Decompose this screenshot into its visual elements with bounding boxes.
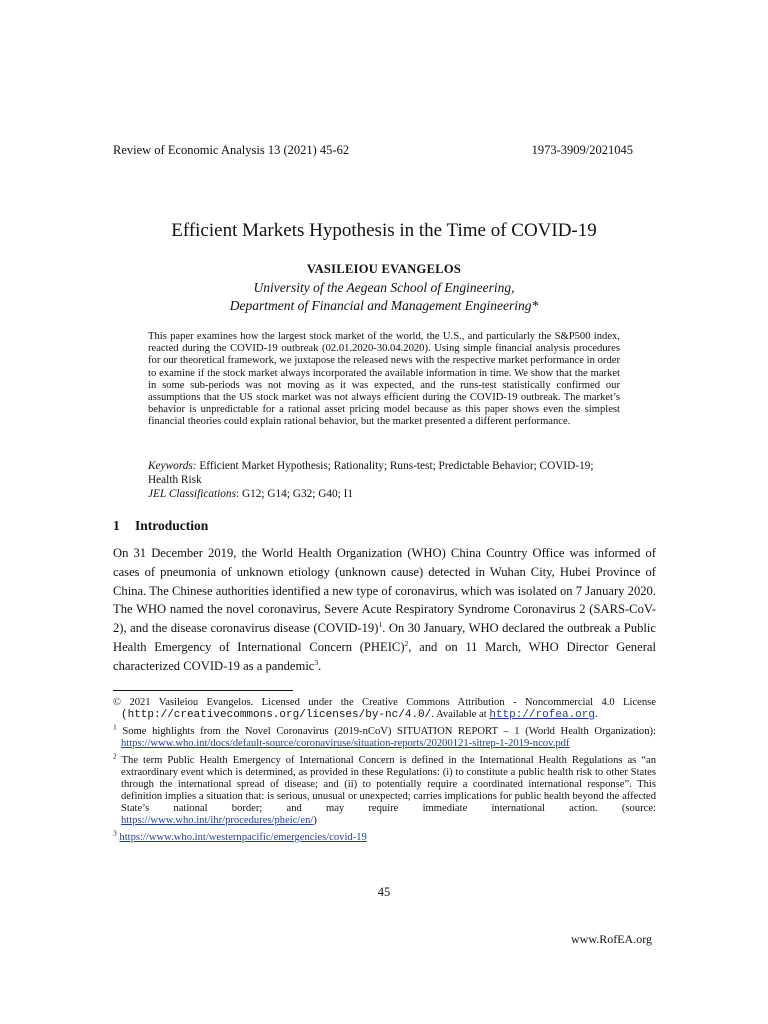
footnote-3 [113, 828, 656, 844]
paper-title: Efficient Markets Hypothesis in the Time of COVID-19 [171, 220, 597, 241]
footnote-3-mark: 3 [113, 828, 117, 838]
copyright-end: . [594, 709, 598, 720]
page-number: 45 [377, 885, 391, 899]
footnote-ref-3[interactable]: 3 [314, 657, 319, 667]
footnote-2 [113, 751, 656, 827]
intro-text-2: . On 30 January, WHO declared the outbreak a Public Health Emergency of International Concern (PHEIC) [113, 621, 656, 654]
rofea-link[interactable]: http://rofea.org [489, 709, 595, 721]
intro-text-1: On 31 December 2019, the World Health Organization (WHO) China Country Office was informed of cases of pneumonia of unknown etiology (unknown cause) detected in Wuhan City, Hubei Province of China. The Chinese authorities identified a new type of coronavirus, which was isolated on 7 January 2020. The WHO named the novel coronavirus, Severe Acute Respiratory Syndrome Coronavirus 2 (SARS-CoV-2), and the disease coronavirus disease (COVID-19) [113, 546, 656, 636]
intro-text-3: , and on 11 March, WHO Director General characterized COVID-19 as a pandemic [113, 639, 656, 673]
jel-label: JEL Classifications [148, 488, 236, 500]
footnote-ref-1[interactable]: 1 [378, 620, 383, 629]
jel-classifications [148, 488, 620, 502]
footnote-2-mark: 2 [113, 751, 117, 761]
footnote-1-link[interactable]: https://www.who.int/docs/default-source/coronaviruse/situation-reports/20200121-sitrep-1-2019-ncov.pdf [121, 738, 570, 749]
intro-paragraph [113, 544, 656, 676]
footnote-2-link[interactable]: https://www.who.int/ihr/procedures/pheic/en/ [121, 815, 314, 826]
copyright-mid: . Available at [431, 709, 490, 720]
keywords-text: Efficient Market Hypothesis; Rationality; Runs-test; Predictable Behavior; COVID-19; Health Risk [148, 460, 594, 486]
abstract: This paper examines how the largest stock market of the world, the U.S., and particularly the S&P500 index, reacted during the COVID-19 outbreak (02.01.2020-30.04.2020). Using simple financial analysis procedures for our theoretical framework, we juxtapose the released news with the respective market performance in order to examine if the stock market always incorporated the available information in time. We show that the market in some sub-periods was not moving as it was expected, and the runs-test statistically confirmed our assumptions that the US stock market was not always efficient during the COVID-19 outbreak. The market’s behavior is unpredictable for a rational asset pricing model because as this paper shows even the simplest financial theories could explain rational behavior, but the market presented a different performance. [148, 331, 620, 428]
footnote-1-text: Some highlights from the Novel Coronavirus (2019-nCoV) SITUATION REPORT – 1 (World Health Organization): [116, 726, 656, 737]
section-title: Introduction [135, 518, 209, 533]
running-header [113, 143, 633, 159]
copyright-text: © 2021 Vasileiou Evangelos. Licensed under the Creative Commons Attribution - Noncommercial 4.0 License [113, 697, 656, 708]
issn: 1973-3909/2021045 [531, 143, 633, 157]
affiliation-line-2: Department of Financial and Management Engineering* [229, 298, 539, 313]
intro-text-4: . [318, 658, 322, 673]
affiliation-line-1: University of the Aegean School of Engineering, [253, 280, 515, 295]
section-heading [113, 518, 208, 534]
footnote-ref-2[interactable]: 2 [404, 638, 409, 648]
footnote-divider [113, 690, 293, 691]
journal-citation: Review of Economic Analysis 13 (2021) 45-62 [113, 143, 350, 157]
footnote-1 [113, 722, 656, 750]
footnote-2-end: ) [313, 815, 317, 826]
journal-website[interactable]: www.RofEA.org [571, 932, 652, 946]
license-url[interactable]: (http://creativecommons.org/licenses/by-nc/4.0/ [121, 709, 432, 721]
jel-text: : G12; G14; G32; G40; I1 [235, 488, 354, 500]
keywords-label: Keywords: [148, 460, 197, 472]
section-number: 1 [113, 518, 120, 533]
footnote-2-text: The term Public Health Emergency of International Concern is defined in the International Health Regulations as “an extraordinary event which is determined, as provided in these Regulations: (i) to constitute a public health risk to other States through the international spread of disease; and (ii) to potentially require a coordinated international response”. This definition implies a situation that: is serious, unusual or unexpected; carries implications for public health beyond the affected State’s national border; and may require immediate international action. (source: [116, 755, 656, 814]
footnote-1-mark: 1 [113, 722, 117, 732]
keywords [148, 460, 620, 487]
author-name: VASILEIOU EVANGELOS [306, 262, 462, 276]
affiliation [0, 279, 768, 315]
footnotes [113, 697, 656, 849]
copyright-note [113, 697, 656, 721]
footnote-3-link[interactable]: https://www.who.int/westernpacific/emergencies/covid-19 [119, 832, 367, 843]
